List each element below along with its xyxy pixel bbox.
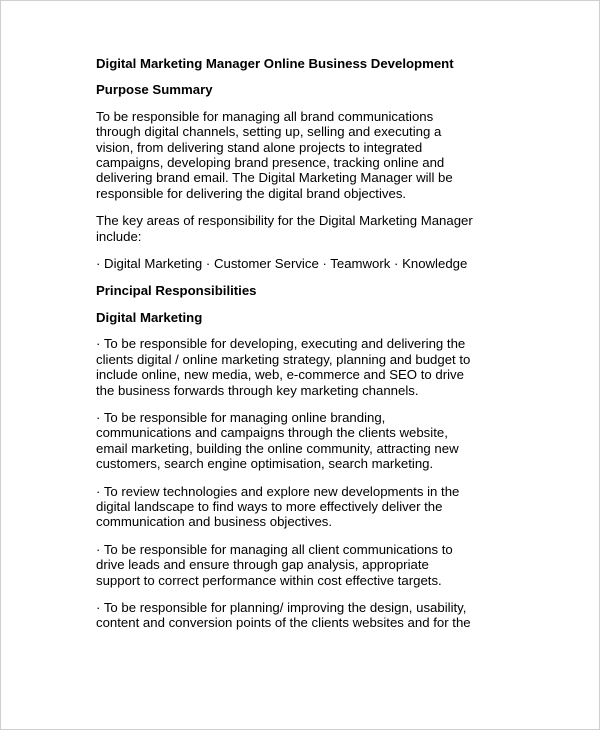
document-title: Digital Marketing Manager Online Business Development [96, 56, 454, 71]
text-line: include: [96, 228, 142, 244]
purpose-summary-heading: Purpose Summary [96, 82, 213, 98]
text-line: communication and business objectives. [96, 514, 333, 530]
text-line: content and conversion points of the clients websites and for the [96, 615, 471, 631]
text-line: vision, from delivering stand alone projects to integrated [96, 139, 423, 155]
text-line: communications and campaigns through the clients website, [96, 425, 448, 441]
text-line: To be responsible for managing all brand communications [96, 108, 434, 124]
responsibility-bullet [96, 484, 516, 530]
text-line: through digital channels, setting up, selling and executing a [96, 124, 442, 140]
key-areas-list [96, 256, 516, 271]
purpose-summary-paragraph [96, 109, 516, 201]
text-line: clients digital / online marketing strategy, planning and budget to [96, 351, 471, 367]
text-line: campaigns, developing brand presence, tracking online and [96, 155, 445, 171]
text-line: email marketing, building the online community, attracting new [96, 440, 459, 456]
document-content [96, 56, 516, 643]
text-line: · To be responsible for planning/ improving the design, usability, [96, 599, 467, 615]
text-line: · Digital Marketing · Customer Service · Teamwork · Knowledge [96, 256, 468, 272]
text-line: customers, search engine optimisation, search marketing. [96, 456, 434, 472]
text-line: the business forwards through key marketing channels. [96, 382, 419, 398]
responsibility-bullet [96, 542, 516, 588]
principal-responsibilities-heading: Principal Responsibilities [96, 283, 257, 299]
text-line: The key areas of responsibility for the Digital Marketing Manager [96, 213, 473, 229]
text-line: support to correct performance within cost effective targets. [96, 572, 442, 588]
responsibility-bullet [96, 410, 516, 472]
key-areas-paragraph [96, 213, 516, 244]
text-line: include online, new media, web, e-commerce and SEO to drive [96, 367, 464, 383]
text-line: digital landscape to find ways to more effectively deliver the [96, 498, 443, 514]
text-line: · To be responsible for managing all client communications to [96, 541, 453, 557]
text-line: · To be responsible for developing, executing and delivering the [96, 336, 466, 352]
text-line: · To be responsible for managing online branding, [96, 409, 386, 425]
digital-marketing-heading: Digital Marketing [96, 309, 203, 325]
responsibility-bullet [96, 336, 516, 398]
text-line: responsible for delivering the digital brand objectives. [96, 185, 407, 201]
text-line: drive leads and ensure through gap analysis, appropriate [96, 557, 429, 573]
text-line: · To review technologies and explore new developments in the [96, 483, 460, 499]
text-line: delivering brand email. The Digital Marketing Manager will be [96, 170, 453, 186]
responsibility-bullet [96, 600, 516, 631]
